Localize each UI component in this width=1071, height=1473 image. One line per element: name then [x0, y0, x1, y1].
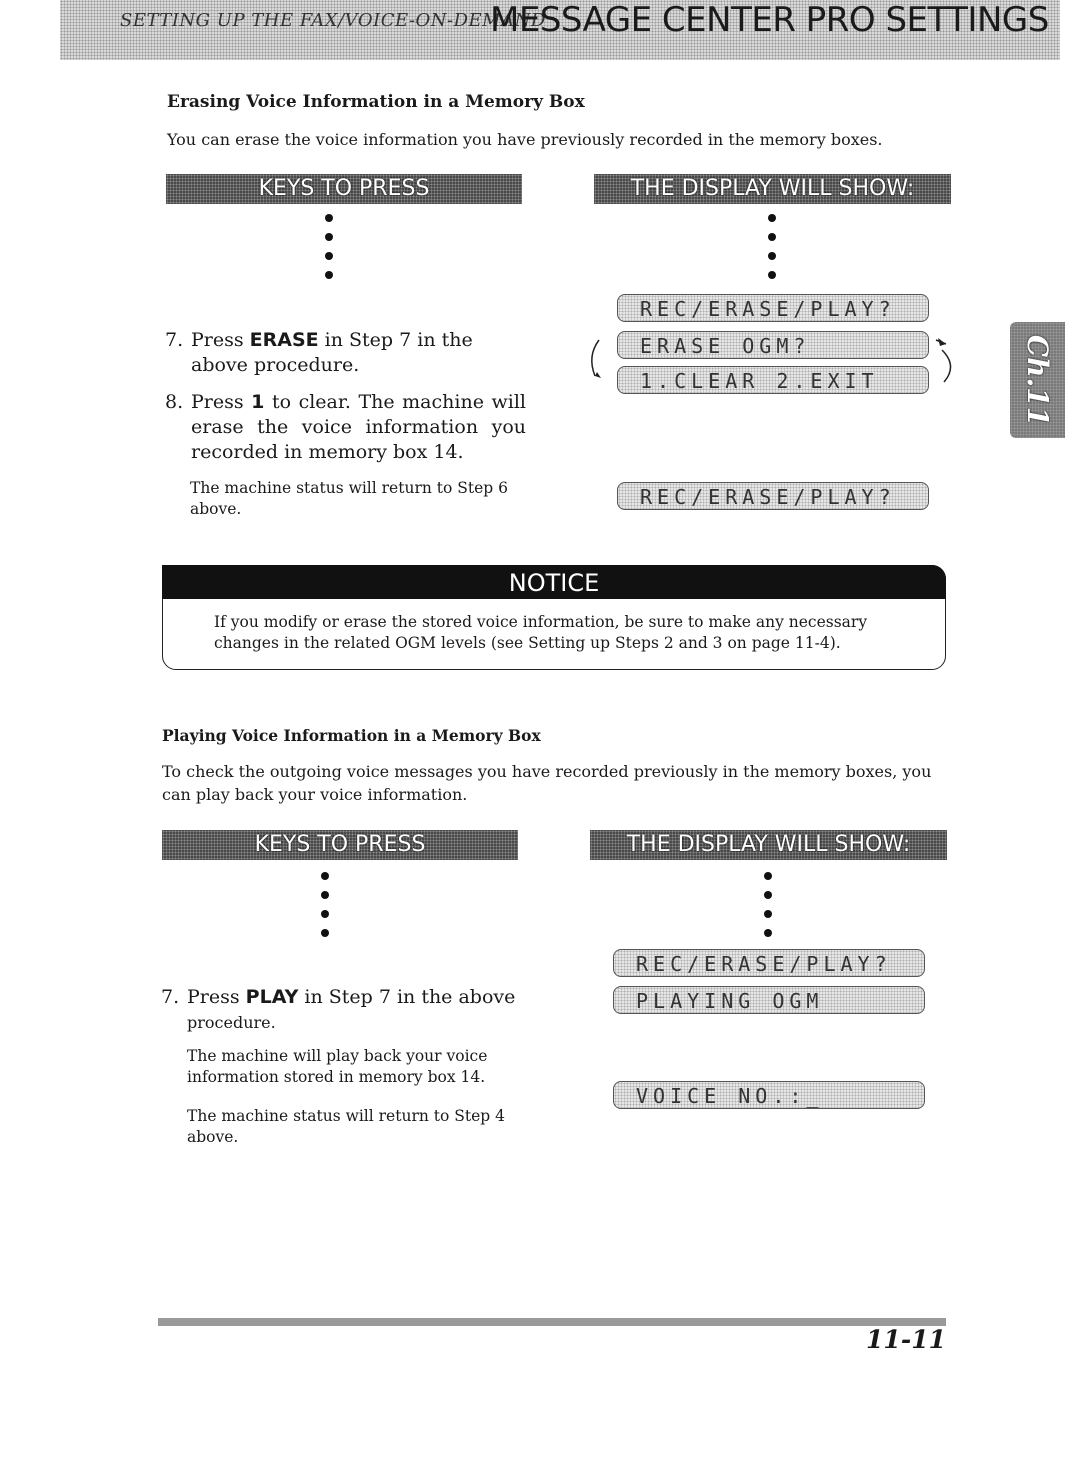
play-note-2: The machine status will return to Step 4 above.: [187, 1107, 505, 1146]
ellipsis-dot: [321, 872, 329, 880]
step-number: 7.: [161, 986, 180, 1008]
play-step-7-continuation: procedure.: [187, 1013, 276, 1032]
step-text: in Step 7 in the above: [298, 986, 516, 1008]
lcd-display: VOICE NO.:_: [613, 1081, 925, 1109]
ellipsis-dot: [325, 271, 333, 279]
ellipsis-dot: [321, 891, 329, 899]
ellipsis-dot: [321, 929, 329, 937]
ellipsis-dot: [325, 214, 333, 222]
erase-display-continuation: [768, 214, 778, 290]
ellipsis-dot: [764, 872, 772, 880]
lcd-display: REC/ERASE/PLAY?: [617, 482, 929, 510]
play-step-7: [161, 985, 531, 1010]
cycle-arrow-right-icon: [932, 336, 962, 386]
lcd-display: REC/ERASE/PLAY?: [617, 294, 929, 322]
erase-intro: You can erase the voice information you have previously recorded in the memory boxes.: [167, 130, 883, 149]
lcd-display: PLAYING OGM: [613, 986, 925, 1014]
page-number: 11-11: [866, 1325, 946, 1354]
erase-note: The machine status will return to Step 6 above.: [190, 479, 508, 518]
ellipsis-dot: [768, 271, 776, 279]
ellipsis-dot: [325, 233, 333, 241]
play-key: PLAY: [245, 986, 299, 1008]
ellipsis-dot: [321, 910, 329, 918]
play-keys-banner: KEYS TO PRESS: [162, 830, 518, 860]
erase-heading: Erasing Voice Information in a Memory Box: [167, 92, 585, 112]
lcd-display: ERASE OGM?: [617, 331, 929, 359]
footer-rule: [158, 1318, 946, 1326]
erase-step-7: [165, 328, 530, 378]
ellipsis-dot: [768, 252, 776, 260]
step-text: Press: [191, 329, 250, 351]
step-number: 7.: [165, 329, 184, 351]
chapter-tab: [1010, 322, 1065, 438]
header-section-label: SETTING UP THE FAX/VOICE-ON-DEMAND: [120, 10, 546, 31]
erase-key: ERASE: [249, 329, 319, 351]
play-display-banner: THE DISPLAY WILL SHOW:: [590, 830, 947, 860]
step-text: Press: [187, 986, 246, 1008]
erase-keys-continuation: [325, 214, 335, 290]
play-intro: To check the outgoing voice messages you have recorded previously in the memory boxes, you can play back your voice information.: [162, 762, 932, 804]
ellipsis-dot: [768, 233, 776, 241]
play-heading: Playing Voice Information in a Memory Box: [162, 726, 541, 745]
erase-step-8: [165, 390, 530, 465]
ellipsis-dot: [325, 252, 333, 260]
erase-keys-banner: KEYS TO PRESS: [166, 174, 522, 204]
chapter-tab-label: Ch.11: [1021, 334, 1055, 426]
notice-title: NOTICE: [162, 565, 946, 599]
ellipsis-dot: [764, 929, 772, 937]
play-note-1: The machine will play back your voice information stored in memory box 14.: [187, 1047, 488, 1086]
step-text: in Step 7 in the above procedure.: [191, 329, 473, 376]
step-number: 8.: [165, 391, 184, 413]
notice-text: If you modify or erase the stored voice information, be sure to make any necessary changes in the related OGM levels (see Setting up Steps 2 and 3 on page 11-4).: [214, 613, 868, 652]
ellipsis-dot: [764, 891, 772, 899]
lcd-display: REC/ERASE/PLAY?: [613, 949, 925, 977]
play-keys-continuation: [321, 872, 331, 948]
step-text: Press: [191, 391, 252, 413]
step-text: to clear. The machine will erase the voice information you recorded in memory box 14.: [191, 391, 526, 463]
erase-display-banner: THE DISPLAY WILL SHOW:: [594, 174, 951, 204]
ellipsis-dot: [764, 910, 772, 918]
page-title: MESSAGE CENTER PRO SETTINGS: [490, 0, 1049, 40]
cycle-arrow-left-icon: [585, 336, 615, 386]
lcd-display: 1.CLEAR 2.EXIT: [617, 366, 929, 394]
ellipsis-dot: [768, 214, 776, 222]
play-display-continuation: [764, 872, 774, 948]
key-1: 1: [251, 391, 265, 413]
